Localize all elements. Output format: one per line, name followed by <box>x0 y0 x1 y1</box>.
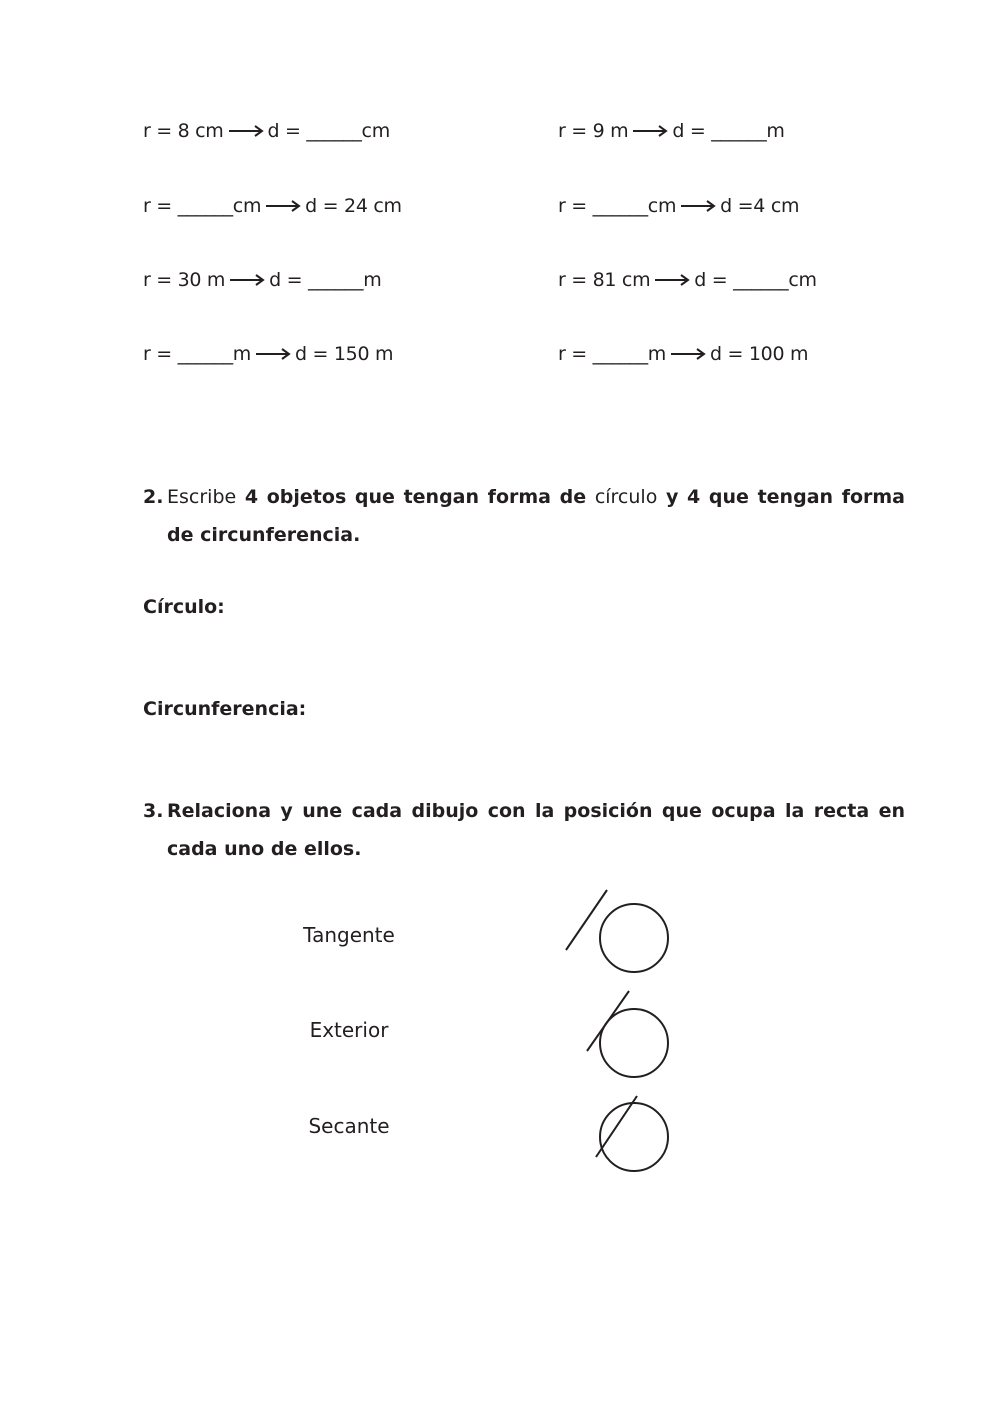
circle-shape <box>600 904 668 972</box>
equation-radius: r = 8 cm <box>143 120 224 142</box>
exercise-3-text: Relaciona y une cada dibujo con la posición que ocupa la recta en cada uno de ellos. <box>167 800 905 860</box>
equation-row-3-right <box>558 269 817 291</box>
equation-radius: r = 9 m <box>558 120 629 142</box>
match-label-secante: Secante <box>308 1114 390 1138</box>
equation-radius: r = ______cm <box>558 195 677 217</box>
arrow-right-icon <box>228 125 264 137</box>
exercise-number: 2. <box>143 486 164 508</box>
arrow-right-icon <box>632 125 668 137</box>
equation-diameter: d = 150 m <box>295 343 394 365</box>
equation-diameter: d = 24 cm <box>305 195 402 217</box>
equation-diameter: d = ______m <box>269 269 382 291</box>
exercise-3-prompt <box>143 792 905 868</box>
arrow-right-icon <box>670 348 706 360</box>
equation-row-1-left <box>143 120 390 142</box>
arrow-right-icon <box>680 200 716 212</box>
exercise-2-prompt <box>143 478 905 554</box>
prompt-fragment: círculo <box>594 486 658 508</box>
equation-row-3-left <box>143 269 381 291</box>
equation-diameter: d = 100 m <box>710 343 809 365</box>
equation-radius: r = ______cm <box>143 195 262 217</box>
arrow-right-icon <box>229 274 265 286</box>
prompt-fragment: y 4 que tengan forma de circunferencia. <box>167 486 906 546</box>
exterior-line-circle-drawing <box>555 883 680 983</box>
equation-row-2-right <box>558 195 799 217</box>
secant-line-circle-drawing <box>575 1090 680 1180</box>
equation-row-2-left <box>143 195 402 217</box>
line-shape <box>587 991 629 1051</box>
prompt-fragment: 4 objetos que tengan forma de <box>244 486 587 508</box>
equation-radius: r = 30 m <box>143 269 226 291</box>
equation-radius: r = 81 cm <box>558 269 651 291</box>
circunferencia-answer-label: Circunferencia: <box>143 698 307 720</box>
match-label-exterior: Exterior <box>309 1018 389 1042</box>
exercise-number: 3. <box>143 800 164 822</box>
equation-row-4-left <box>143 343 393 365</box>
arrow-right-icon <box>255 348 291 360</box>
exercise-2-text <box>167 478 905 554</box>
equation-radius: r = ______m <box>143 343 252 365</box>
equation-radius: r = ______m <box>558 343 667 365</box>
arrow-right-icon <box>265 200 301 212</box>
equation-diameter: d = ______cm <box>694 269 817 291</box>
circulo-answer-label: Círculo: <box>143 596 225 618</box>
tangent-line-circle-drawing <box>575 985 680 1085</box>
prompt-fragment: Escribe <box>167 486 237 508</box>
equation-diameter: d = ______cm <box>267 120 390 142</box>
equation-diameter: d =4 cm <box>720 195 800 217</box>
equation-row-4-right <box>558 343 808 365</box>
match-label-tangente: Tangente <box>303 923 395 947</box>
equation-diameter: d = ______m <box>672 120 785 142</box>
arrow-right-icon <box>654 274 690 286</box>
equation-row-1-right <box>558 120 785 142</box>
